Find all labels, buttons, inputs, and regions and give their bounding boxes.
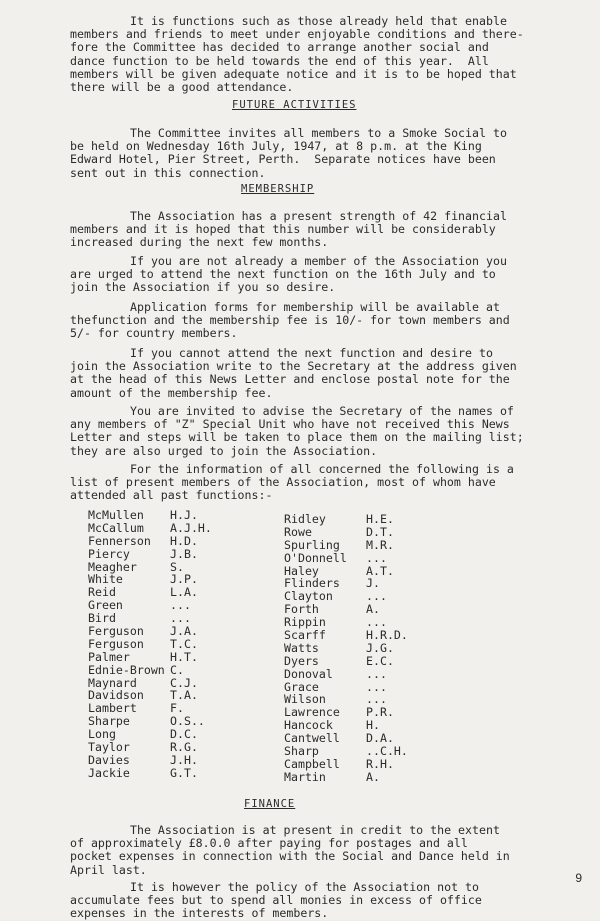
- member-surname: O'Donnell: [284, 550, 347, 565]
- text-line: If you cannot attend the next function and desire to: [130, 346, 493, 360]
- text-line: It is functions such as those already held that enable: [130, 14, 507, 28]
- member-surname: Ferguson: [88, 624, 144, 639]
- member-surname: McMullen: [88, 508, 144, 522]
- member-initials: ..C.H.: [366, 744, 408, 759]
- member-initials: D.T.: [366, 524, 394, 539]
- membership-heading: MEMBERSHIP: [241, 183, 315, 195]
- intro-paragraph: [70, 15, 540, 94]
- member-initials: S.: [170, 559, 184, 574]
- text-line: at the head of this News Letter and enclose postal note for the: [70, 372, 510, 387]
- member-entry: [284, 642, 408, 655]
- text-line: pocket expenses in connection with the Social and Dance held in: [70, 849, 510, 864]
- member-surname: Maynard: [88, 675, 137, 690]
- member-initials: ...: [170, 611, 191, 626]
- member-entry: [284, 745, 408, 758]
- text-line: expenses in the interests of members.: [70, 906, 329, 921]
- member-surname: Clayton: [284, 589, 333, 604]
- member-entry: [88, 509, 212, 522]
- member-initials: C.J.: [170, 675, 198, 690]
- member-initials: J.B.: [170, 546, 198, 561]
- page-number: 9: [575, 871, 582, 885]
- member-initials: R.G.: [170, 740, 198, 755]
- member-initials: H.: [366, 718, 380, 733]
- text-line: The Association has a present strength of 42 financial: [130, 209, 507, 223]
- membership-paragraph-3: [70, 301, 540, 341]
- member-surname: Sharp: [284, 744, 319, 759]
- member-entry: [88, 638, 212, 651]
- text-line: If you are not already a member of the Association you: [130, 254, 507, 268]
- text-line: increased during the next few months.: [70, 235, 329, 250]
- future-activities-paragraph: [70, 127, 540, 180]
- member-surname: Campbell: [284, 756, 340, 771]
- member-initials: ...: [366, 615, 387, 630]
- member-entry: [88, 754, 212, 767]
- membership-paragraph-2: [70, 255, 540, 295]
- member-initials: O.S..: [170, 714, 205, 729]
- member-surname: Bird: [88, 611, 116, 626]
- text-line: join the Association if you so desire.: [70, 280, 336, 295]
- text-line: amount of the membership fee.: [70, 385, 273, 400]
- member-initials: H.E.: [366, 512, 394, 526]
- text-line: any members of "Z" Special Unit who have not received this News: [70, 417, 510, 432]
- text-line: there will be a good attendance.: [70, 80, 294, 95]
- member-surname: Scarff: [284, 628, 326, 643]
- member-entry: [284, 513, 408, 526]
- member-initials: J.G.: [366, 640, 394, 655]
- member-surname: Rowe: [284, 524, 312, 539]
- text-line: members and friends to meet under enjoyable conditions and there-: [70, 27, 524, 42]
- member-entry: [284, 758, 408, 771]
- member-surname: Donoval: [284, 666, 333, 681]
- member-initials: H.J.: [170, 508, 198, 522]
- text-line: 5/- for country members.: [70, 326, 238, 341]
- text-line: attended all past functions:-: [70, 488, 273, 503]
- member-surname: Forth: [284, 602, 319, 617]
- text-line: You are invited to advise the Secretary of the names of: [130, 404, 514, 418]
- member-surname: Jackie: [88, 765, 130, 780]
- member-initials: J.P.: [170, 572, 198, 587]
- member-surname: Rippin: [284, 615, 326, 630]
- member-entry: [88, 522, 212, 535]
- member-surname: Lawrence: [284, 705, 340, 720]
- member-entry: [88, 741, 212, 754]
- membership-paragraph-1: [70, 210, 540, 250]
- member-initials: R.H.: [366, 756, 394, 771]
- member-surname: Davies: [88, 752, 130, 767]
- member-initials: A.J.H.: [170, 520, 212, 535]
- member-surname: Watts: [284, 640, 319, 655]
- member-entry: [284, 539, 408, 552]
- member-surname: Meagher: [88, 559, 137, 574]
- member-surname: Palmer: [88, 649, 130, 664]
- member-entry: [284, 668, 408, 681]
- member-initials: T.A.: [170, 688, 198, 703]
- member-surname: McCallum: [88, 520, 144, 535]
- text-line: join the Association write to the Secretary at the address given: [70, 359, 517, 374]
- member-surname: White: [88, 572, 123, 587]
- member-entry: [88, 548, 212, 561]
- membership-paragraph-5: [70, 405, 540, 458]
- member-initials: H.T.: [170, 649, 198, 664]
- member-entry: [88, 664, 212, 677]
- membership-paragraph-4: [70, 347, 540, 400]
- member-entry: [88, 651, 212, 664]
- member-entry: [284, 552, 408, 565]
- member-surname: Fennerson: [88, 533, 151, 548]
- member-initials: ...: [366, 589, 387, 604]
- member-surname: Sharpe: [88, 714, 130, 729]
- text-line: Edward Hotel, Pier Street, Perth. Separate notices have been: [70, 152, 496, 167]
- text-line: be held on Wednesday 16th July, 1947, at 8 p.m. at the King: [70, 139, 482, 154]
- member-surname: Piercy: [88, 546, 130, 561]
- finance-paragraph-1: [70, 824, 540, 877]
- member-initials: ...: [366, 692, 387, 707]
- text-line: members and it is hoped that this number will be considerably: [70, 222, 496, 237]
- member-initials: E.C.: [366, 653, 394, 668]
- member-surname: Reid: [88, 585, 116, 600]
- member-initials: A.: [366, 602, 380, 617]
- finance-heading: FINANCE: [244, 798, 296, 810]
- member-entry: [88, 625, 212, 638]
- member-surname: Ridley: [284, 512, 326, 526]
- member-initials: T.C.: [170, 636, 198, 651]
- member-surname: Davidson: [88, 688, 144, 703]
- member-surname: Ednie-Brown: [88, 662, 165, 677]
- text-line: sent out in this connection.: [70, 165, 266, 180]
- member-surname: Martin: [284, 769, 326, 784]
- member-initials: H.R.D.: [366, 628, 408, 643]
- text-line: It is however the policy of the Association not to: [130, 880, 480, 894]
- member-initials: J.H.: [170, 752, 198, 767]
- member-surname: Wilson: [284, 692, 326, 707]
- member-initials: P.R.: [366, 705, 394, 720]
- member-list-left: [88, 509, 212, 780]
- member-surname: Long: [88, 727, 116, 742]
- member-surname: Flinders: [284, 576, 340, 591]
- member-entry: [284, 526, 408, 539]
- member-initials: ...: [366, 679, 387, 694]
- member-surname: Dyers: [284, 653, 319, 668]
- member-surname: Hancock: [284, 718, 333, 733]
- member-initials: J.A.: [170, 624, 198, 639]
- member-entry: [88, 535, 212, 548]
- text-line: fore the Committee has decided to arrange another social and: [70, 40, 489, 55]
- member-initials: D.A.: [366, 731, 394, 746]
- member-initials: A.T.: [366, 563, 394, 578]
- text-line: members will be given adequate notice and it is to be hoped that: [70, 66, 517, 81]
- member-initials: ...: [366, 550, 387, 565]
- member-surname: Spurling: [284, 537, 340, 552]
- text-line: The Committee invites all members to a Smoke Social to: [130, 126, 507, 140]
- member-entry: [284, 655, 408, 668]
- text-line: list of present members of the Association, most of whom have: [70, 475, 496, 490]
- text-line: Application forms for membership will be available at: [130, 300, 500, 314]
- member-surname: Ferguson: [88, 636, 144, 651]
- text-line: of approximately £8.0.0 after paying for postages and all: [70, 836, 468, 851]
- member-surname: Cantwell: [284, 731, 340, 746]
- member-initials: A.: [366, 769, 380, 784]
- finance-paragraph-2: [70, 881, 540, 921]
- member-initials: L.A.: [170, 585, 198, 600]
- member-initials: H.D.: [170, 533, 198, 548]
- member-entry: [284, 771, 408, 784]
- future-activities-heading: FUTURE ACTIVITIES: [232, 99, 357, 111]
- text-line: they are also urged to join the Association.: [70, 443, 378, 458]
- member-initials: ...: [170, 598, 191, 613]
- text-line: accumulate fees but to spend all monies in excess of office: [70, 893, 482, 908]
- member-entry: [88, 767, 212, 780]
- member-surname: Grace: [284, 679, 319, 694]
- member-list-right: [284, 513, 408, 784]
- membership-paragraph-6: [70, 463, 540, 503]
- text-line: April last.: [70, 862, 147, 877]
- member-initials: F.: [170, 701, 184, 716]
- member-surname: Haley: [284, 563, 319, 578]
- text-line: The Association is at present in credit to the extent: [130, 823, 500, 837]
- member-surname: Taylor: [88, 740, 130, 755]
- member-surname: Lambert: [88, 701, 137, 716]
- text-line: thefunction and the membership fee is 10/- for town members and: [70, 313, 510, 328]
- member-initials: M.R.: [366, 537, 394, 552]
- member-initials: ...: [366, 666, 387, 681]
- member-surname: Green: [88, 598, 123, 613]
- member-entry: [284, 629, 408, 642]
- member-initials: C.: [170, 662, 184, 677]
- text-line: Letter and steps will be taken to place them on the mailing list;: [70, 430, 524, 445]
- member-initials: G.T.: [170, 765, 198, 780]
- member-initials: J.: [366, 576, 380, 591]
- text-line: dance function to be held towards the end of this year. All: [70, 53, 489, 68]
- text-line: are urged to attend the next function on the 16th July and to: [70, 267, 496, 282]
- text-line: For the information of all concerned the following is a: [130, 462, 514, 476]
- member-initials: D.C.: [170, 727, 198, 742]
